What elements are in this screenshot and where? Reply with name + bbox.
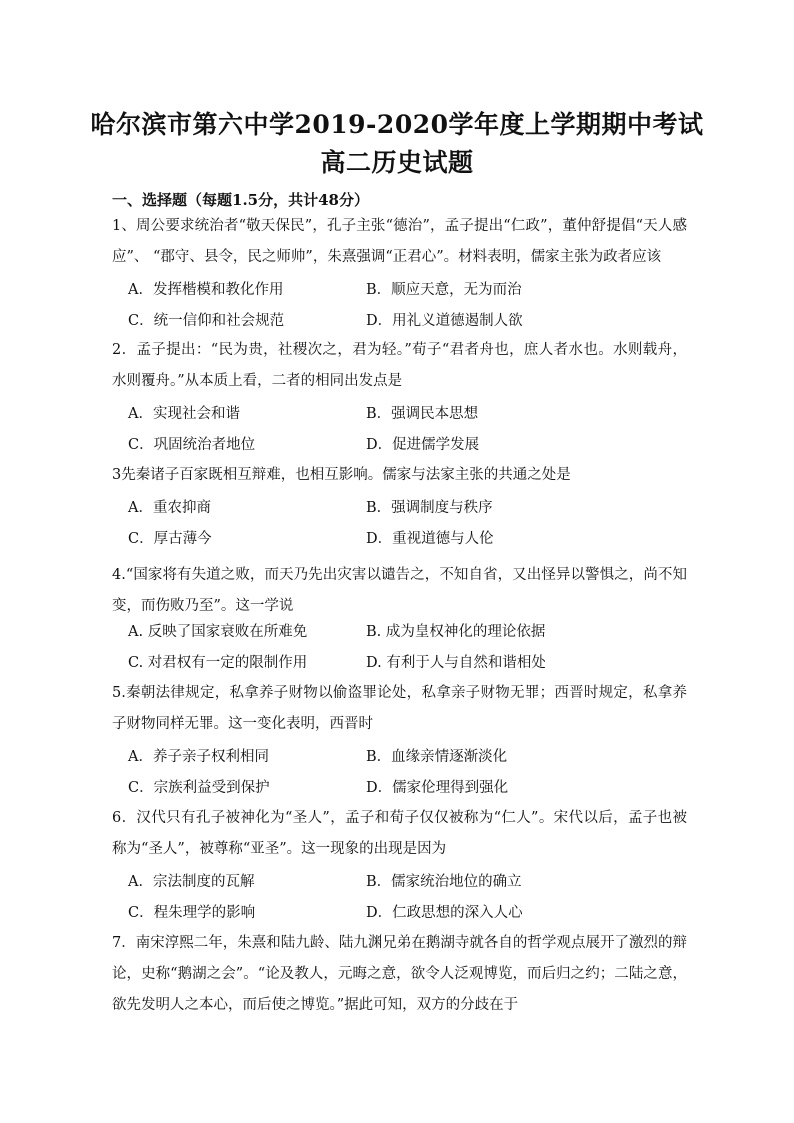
question-5-option-c: C．宗族利益受到保护 xyxy=(128,780,270,796)
question-2-option-c: C．巩固统治者地位 xyxy=(128,437,256,453)
question-3-option-a: A．重农抑商 xyxy=(128,500,211,516)
question-5-option-b: B．血缘亲情逐渐淡化 xyxy=(366,749,508,765)
question-7-stem: 7．南宋淳熙二年，朱熹和陆九龄、陆九渊兄弟在鹅湖寺就各自的哲学观点展开了激烈的辩论，史称“鹅湖之会”。“论及教人，元晦之意，欲令人泛观博览，而后归之约；二陆之意，欲先发明人之本心，而后使之博览。”据此可知，双方的分歧在于 xyxy=(112,935,687,1013)
question-2-option-a: A．实现社会和谐 xyxy=(128,406,240,422)
question-1-option-a: A．发挥楷模和教化作用 xyxy=(128,282,284,298)
question-6-option-d: D．仁政思想的深入人心 xyxy=(366,905,523,921)
question-2-stem: 2．孟子提出：“民为贵，社稷次之，君为轻。”荀子“君者舟也，庶人者水也。水则载舟，水则覆舟。”从本质上看，二者的相同出发点是 xyxy=(112,342,687,389)
question-4-option-c: C. 对君权有一定的限制作用 xyxy=(128,655,308,671)
question-4-option-d: D. 有利于人与自然和谐相处 xyxy=(366,655,546,671)
question-2-option-b: B．强调民本思想 xyxy=(366,406,479,422)
question-1-option-c: C．统一信仰和社会规范 xyxy=(128,313,285,329)
question-4-stem: 4.“国家将有失道之败，而天乃先出灾害以谴告之，不知自省，又出怪异以警惧之，尚不知变，而伤败乃至”。这一学说 xyxy=(112,567,687,614)
question-3-option-c: C．厚古薄今 xyxy=(128,531,212,547)
section-heading: 一、选择题（每题1.5分，共计48分） xyxy=(112,191,369,209)
question-4-option-b: B. 成为皇权神化的理论依据 xyxy=(366,624,546,640)
question-1-stem: 1、周公要求统治者“敬天保民”，孔子主张“德治”，孟子提出“仁政”，董仲舒提倡“天人感应”、 “郡守、县令，民之师帅”，朱熹强调“正君心”。材料表明，儒家主张为政者应该 xyxy=(112,218,687,265)
question-5-option-a: A．养子亲子权利相同 xyxy=(128,749,269,765)
question-1-option-b: B．顺应天意，无为而治 xyxy=(366,282,522,298)
question-5-option-d: D．儒家伦理得到强化 xyxy=(366,780,509,796)
question-2-option-d: D．促进儒学发展 xyxy=(366,437,480,453)
question-4-option-a: A. 反映了国家衰败在所难免 xyxy=(128,624,308,640)
question-6-option-a: A．宗法制度的瓦解 xyxy=(128,874,255,890)
question-5-stem: 5.秦朝法律规定，私拿养子财物以偷盗罪论处，私拿亲子财物无罪；西晋时规定，私拿养子财物同样无罪。这一变化表明，西晋时 xyxy=(112,685,687,732)
question-3-stem: 3先秦诸子百家既相互辩难，也相互影响。儒家与法家主张的共通之处是 xyxy=(112,467,571,483)
question-3-option-d: D．重视道德与人伦 xyxy=(366,531,494,547)
exam-subtitle: 高二历史试题 xyxy=(320,148,474,177)
question-3-option-b: B．强调制度与秩序 xyxy=(366,500,493,516)
question-6-option-c: C．程朱理学的影响 xyxy=(128,905,256,921)
question-1-option-d: D．用礼义道德遏制人欲 xyxy=(366,313,523,329)
question-6-option-b: B．儒家统治地位的确立 xyxy=(366,874,522,890)
exam-title: 哈尔滨市第六中学2019-2020学年度上学期期中考试 xyxy=(90,110,704,139)
question-6-stem: 6．汉代只有孔子被神化为“圣人”，孟子和荀子仅仅被称为“仁人”。宋代以后，孟子也被称为“圣人”，被尊称“亚圣”。这一现象的出现是因为 xyxy=(112,810,687,857)
